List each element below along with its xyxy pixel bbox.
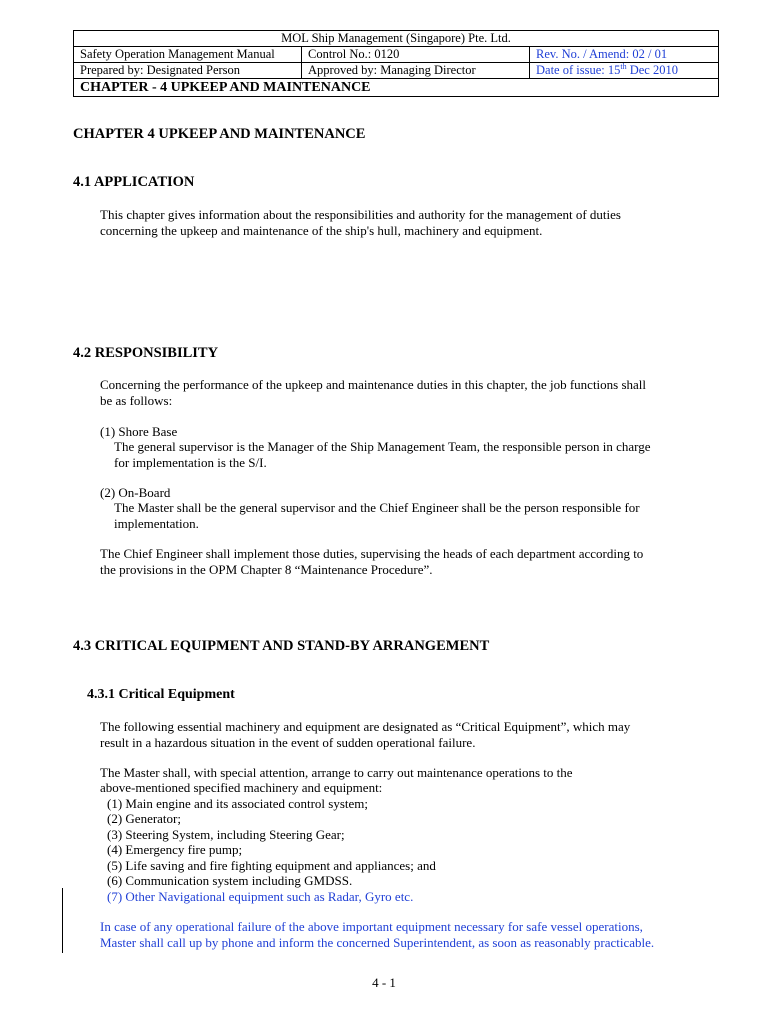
section-4-1-text-line-2: concerning the upkeep and maintenance of the ship's hull, machinery and equipment. xyxy=(100,223,543,238)
equipment-item-5: (5) Life saving and fire fighting equipment and appliances; and xyxy=(107,858,436,873)
on-board-label: (2) On-Board xyxy=(100,485,171,500)
equipment-item-4: (4) Emergency fire pump; xyxy=(107,842,243,857)
equipment-item-6: (6) Communication system including GMDSS. xyxy=(107,873,353,888)
critical-equipment-para-2-line-2: above-mentioned specified machinery and equipment: xyxy=(100,780,383,795)
shore-base-line-1: The general supervisor is the Manager of the Ship Management Team, the responsible person in charge xyxy=(114,439,651,454)
critical-equipment-para-1-line-1: The following essential machinery and equipment are designated as “Critical Equipment”, which may xyxy=(100,719,631,734)
page-number: 4 - 1 xyxy=(372,975,396,990)
document-header-table xyxy=(73,30,719,97)
section-4-3-1-heading: 4.3.1 Critical Equipment xyxy=(87,687,235,702)
section-4-2-intro-line-2: be as follows: xyxy=(100,393,173,408)
section-4-2-heading: 4.2 RESPONSIBILITY xyxy=(73,345,219,361)
section-4-1-text-line-1: This chapter gives information about the responsibilities and authority for the management of duties xyxy=(100,207,621,222)
company-name: MOL Ship Management (Singapore) Pte. Ltd. xyxy=(74,31,719,47)
section-4-2-closing-line-1: The Chief Engineer shall implement those duties, supervising the heads of each department according to xyxy=(100,546,644,561)
on-board-line-1: The Master shall be the general supervisor and the Chief Engineer shall be the person responsible for xyxy=(114,500,640,515)
section-4-2-intro-line-1: Concerning the performance of the upkeep and maintenance duties in this chapter, the job functions shall xyxy=(100,377,647,392)
shore-base-line-2: for implementation is the S/I. xyxy=(114,455,267,470)
on-board-line-2: implementation. xyxy=(114,516,199,531)
manual-title: Safety Operation Management Manual xyxy=(74,47,302,63)
approved-by: Approved by: Managing Director xyxy=(302,63,530,79)
operational-failure-note-line-1: In case of any operational failure of the above important equipment necessary for safe vessel operations, xyxy=(100,919,643,934)
operational-failure-note-line-2: Master shall call up by phone and inform the concerned Superintendent, as soon as reasonably practicable. xyxy=(100,935,655,950)
critical-equipment-para-1-line-2: result in a hazardous situation in the event of sudden operational failure. xyxy=(100,735,476,750)
equipment-item-3: (3) Steering System, including Steering Gear; xyxy=(107,827,345,842)
section-4-3-heading: 4.3 CRITICAL EQUIPMENT AND STAND-BY ARRANGEMENT xyxy=(73,638,490,654)
section-4-2-closing-line-2: the provisions in the OPM Chapter 8 “Maintenance Procedure”. xyxy=(100,562,433,577)
critical-equipment-para-2-line-1: The Master shall, with special attention, arrange to carry out maintenance operations to the xyxy=(100,765,573,780)
equipment-item-1: (1) Main engine and its associated control system; xyxy=(107,796,369,811)
section-4-1-heading: 4.1 APPLICATION xyxy=(73,174,195,190)
chapter-title: CHAPTER 4 UPKEEP AND MAINTENANCE xyxy=(73,126,366,142)
control-number: Control No.: 0120 xyxy=(302,47,530,63)
header-chapter-title: CHAPTER - 4 UPKEEP AND MAINTENANCE xyxy=(74,79,719,97)
revision-number: Rev. No. / Amend: 02 / 01 xyxy=(530,47,719,63)
date-of-issue: Date of issue: 15th Dec 2010 xyxy=(530,63,719,79)
shore-base-label: (1) Shore Base xyxy=(100,424,178,439)
prepared-by: Prepared by: Designated Person xyxy=(74,63,302,79)
equipment-item-2: (2) Generator; xyxy=(107,811,181,826)
equipment-item-7: (7) Other Navigational equipment such as Radar, Gyro etc. xyxy=(107,889,414,904)
revision-change-bar xyxy=(62,888,63,953)
